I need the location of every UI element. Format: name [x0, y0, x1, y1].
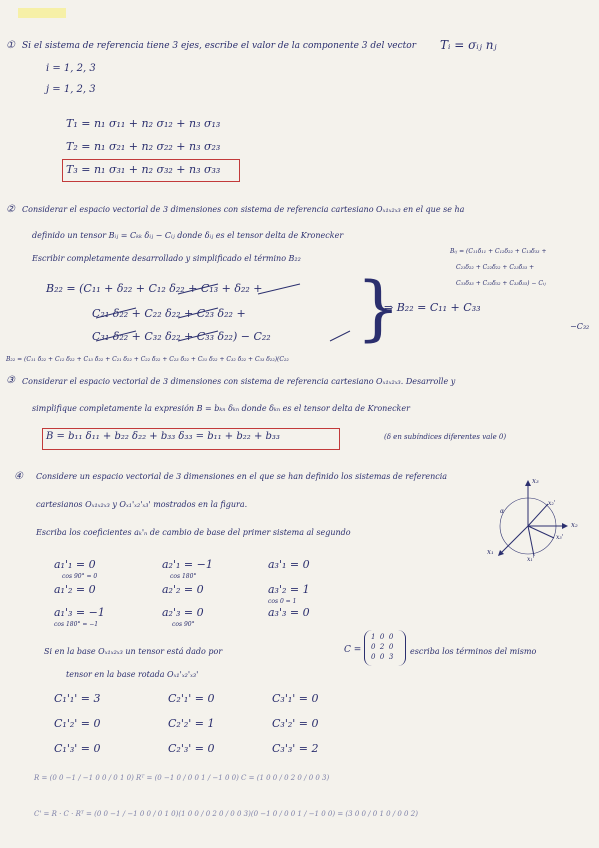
cval-3-2: C₂'₃' = 0: [168, 742, 215, 755]
coef-note-1: cos 90° = 0: [62, 573, 98, 580]
cval-2-2: C₂'₂' = 1: [168, 717, 215, 730]
p2-result: ⇒ B₂₂ = C₁₁ + C₃₃: [384, 301, 481, 314]
p1-eq3: T₃ = n₁ σ₃₁ + n₂ σ₃₂ + n₃ σ₃₃: [66, 163, 221, 176]
p3-answer: B = b₁₁ δ₁₁ + b₂₂ δ₂₂ + b₃₃ δ₃₃ = b₁₁ + b₂₂ + b₃₃: [46, 431, 280, 442]
tm-2-2: 3: [388, 653, 394, 661]
p1-eq1: T₁ = n₁ σ₁₁ + n₂ σ₁₂ + n₃ σ₁₃: [66, 117, 221, 130]
p2-line3: Escribir completamente desarrollado y simplificado el término B₂₂: [32, 254, 301, 263]
p2-right-brace: }: [356, 267, 401, 349]
tm-0-0: 1: [371, 633, 376, 641]
p4-line3: Escriba los coeficientes aₖ'ₙ de cambio de base del primer sistema al segundo: [36, 528, 351, 537]
coef-1-3: a₃'₁ = 0: [268, 558, 310, 571]
p1-statement: Si el sistema de referencia tiene 3 ejes, escribe el valor de la componente 3 del vector: [22, 41, 417, 51]
p4-line2: cartesianos Oₓ₁ₓ₂ₓ₃ y Oₓ₁'ₓ₂'ₓ₃' mostrados en la figura.: [36, 500, 248, 509]
tm-1-2: 0: [388, 643, 394, 651]
tensor-matrix: [364, 630, 406, 666]
tm-2-0: 0: [371, 653, 376, 661]
p3-number: ③: [6, 375, 15, 386]
p2-line2: definido un tensor Bᵢⱼ = Cₖₖ δᵢⱼ − Cᵢⱼ donde δᵢⱼ es el tensor delta de Kronecker: [32, 231, 344, 240]
p2-margin-note: −C₃₂: [570, 322, 590, 331]
p2-side-note1: Bᵢⱼ = (C₁₁δ₁₁ + C₁₂δ₂₂ + C₁₃δ₃₃ +: [450, 248, 547, 255]
coef-note-3: cos 0 = 1: [268, 598, 297, 605]
cval-3-3: C₃'₃' = 2: [272, 742, 319, 755]
axis-x1-label: x₁: [487, 548, 494, 556]
tm-1-0: 0: [371, 643, 376, 651]
p1-eq2: T₂ = n₁ σ₂₁ + n₂ σ₂₂ + n₃ σ₂₃: [66, 140, 221, 153]
cval-3-1: C₁'₃' = 0: [54, 742, 101, 755]
p2-bottom-line: B₂₂ = (C₁₁ δ₂₂ + C₁₂ δ₂₂ + C₁₃ δ₂₂ + C₂₁ δ₂₂ + C₂₂ δ₂₂ + C₂₃ δ₂₂ + C₃₁ δ₂₂ + C₃₂ δ₂₂ + C₃₃ δ₂₂)(C₂₂: [6, 356, 289, 363]
tensor-line2: tensor en la base rotada Oₓ₁'ₓ₂'ₓ₃': [66, 670, 199, 679]
cval-1-2: C₂'₁' = 0: [168, 692, 215, 705]
p3-note: (δ en subíndices diferentes vale 0): [384, 433, 507, 441]
p1-vector: Tᵢ = σᵢⱼ nⱼ: [440, 38, 497, 52]
coef-2-2: a₂'₂ = 0: [162, 583, 204, 596]
axis-x1p-label: x₁': [527, 556, 535, 563]
coef-3-3: a₃'₃ = 0: [268, 606, 310, 619]
p3-line2: simplifique completamente la expresión B = bₖₙ δₖₙ donde δₖₙ es el tensor delta de Kronecker: [32, 404, 410, 413]
p4-number: ④: [14, 471, 23, 482]
p2-b22-row2: C₂₁ δ₂₂ + C₂₂ δ₂₂ + C₂₃ δ₂₂ +: [92, 307, 246, 320]
coef-1-1: a₁'₁ = 0: [54, 558, 96, 571]
p4-line1: Considere un espacio vectorial de 3 dimensiones en el que se han definido los sistemas de referencia: [36, 472, 448, 481]
p2-side-note3: C₃₁δ₃₃ + C₃₂δ₃₂ + C₃₃δ₃₃) − Cᵢⱼ: [456, 280, 546, 287]
p2-line1: Considerar el espacio vectorial de 3 dimensiones con sistema de referencia cartesiano Oₓ₁ₓ₂ₓ₃ en el que se ha: [22, 205, 465, 214]
coef-2-1: a₁'₂ = 0: [54, 583, 96, 596]
p3-line1: Considerar el espacio vectorial de 3 dimensiones con sistema de referencia cartesiano Oₓ₁ₓ₂ₓ₃. Desarrolle y: [22, 377, 456, 386]
cval-2-1: C₁'₂' = 0: [54, 717, 101, 730]
p2-b22-row1: B₂₂ = (C₁₁ + δ₂₂ + C₁₂ δ₂₂ + C₁₃ + δ₂₂ +: [46, 282, 263, 295]
p2-b22-row3: C₃₁ δ₂₂ + C₃₂ δ₂₂ + C₃₃ δ₂₂) − C₂₂: [92, 330, 271, 343]
tm-1-1: 2: [379, 643, 385, 651]
p1-j-range: j = 1, 2, 3: [46, 84, 96, 95]
tensor-c-label: C =: [344, 645, 362, 655]
tensor-line1b: escriba los términos del mismo: [410, 647, 537, 656]
axis-x3-label: x₃: [532, 477, 539, 485]
highlighter-mark: [18, 8, 66, 18]
cval-1-1: C₁'₁' = 3: [54, 692, 101, 705]
p2-number: ②: [6, 204, 15, 215]
coef-1-2: a₂'₁ = −1: [162, 558, 213, 571]
p2-side-note2: C₂₁δ₂₂ + C₂₂δ₂₂ + C₂₃δ₃₃ +: [456, 264, 535, 271]
coef-note-4: cos 180° = −1: [54, 621, 99, 628]
coef-3-1: a₁'₃ = −1: [54, 606, 105, 619]
product-work-line: C' = R · C · Rᵀ = (0 0 −1 / −1 0 0 / 0 1 0)(1 0 0 / 0 2 0 / 0 0 3)(0 −1 0 / 0 0 1 / −1 0 0) = (3 0 0 / 0 1 0 / 0 0 2): [34, 810, 418, 818]
axis-x2-label: x₂: [571, 521, 578, 529]
coef-2-3: a₃'₂ = 1: [268, 583, 310, 596]
coef-3-2: a₂'₃ = 0: [162, 606, 204, 619]
p1-number: ①: [6, 40, 15, 51]
matrix-work-line: R = (0 0 −1 / −1 0 0 / 0 1 0) Rᵀ = (0 −1 0 / 0 0 1 / −1 0 0) C = (1 0 0 / 0 2 0 / 0 0 3): [34, 774, 330, 782]
tensor-line1: Si en la base Oₓ₁ₓ₂ₓ₃ un tensor está dado por: [44, 647, 223, 656]
axes-figure: [490, 478, 580, 568]
cval-1-3: C₃'₁' = 0: [272, 692, 319, 705]
cval-2-3: C₃'₂' = 0: [272, 717, 319, 730]
axis-x3p-label: x₃': [556, 534, 564, 541]
tm-0-2: 0: [388, 633, 394, 641]
p1-i-range: i = 1, 2, 3: [46, 63, 96, 74]
coef-note-2: cos 180°: [170, 573, 197, 580]
tm-0-1: 0: [379, 633, 385, 641]
axis-alpha-label: α: [500, 508, 505, 515]
tm-2-1: 0: [379, 653, 385, 661]
coef-note-5: cos 90°: [172, 621, 195, 628]
axis-x2p-label: x₂': [548, 500, 556, 507]
